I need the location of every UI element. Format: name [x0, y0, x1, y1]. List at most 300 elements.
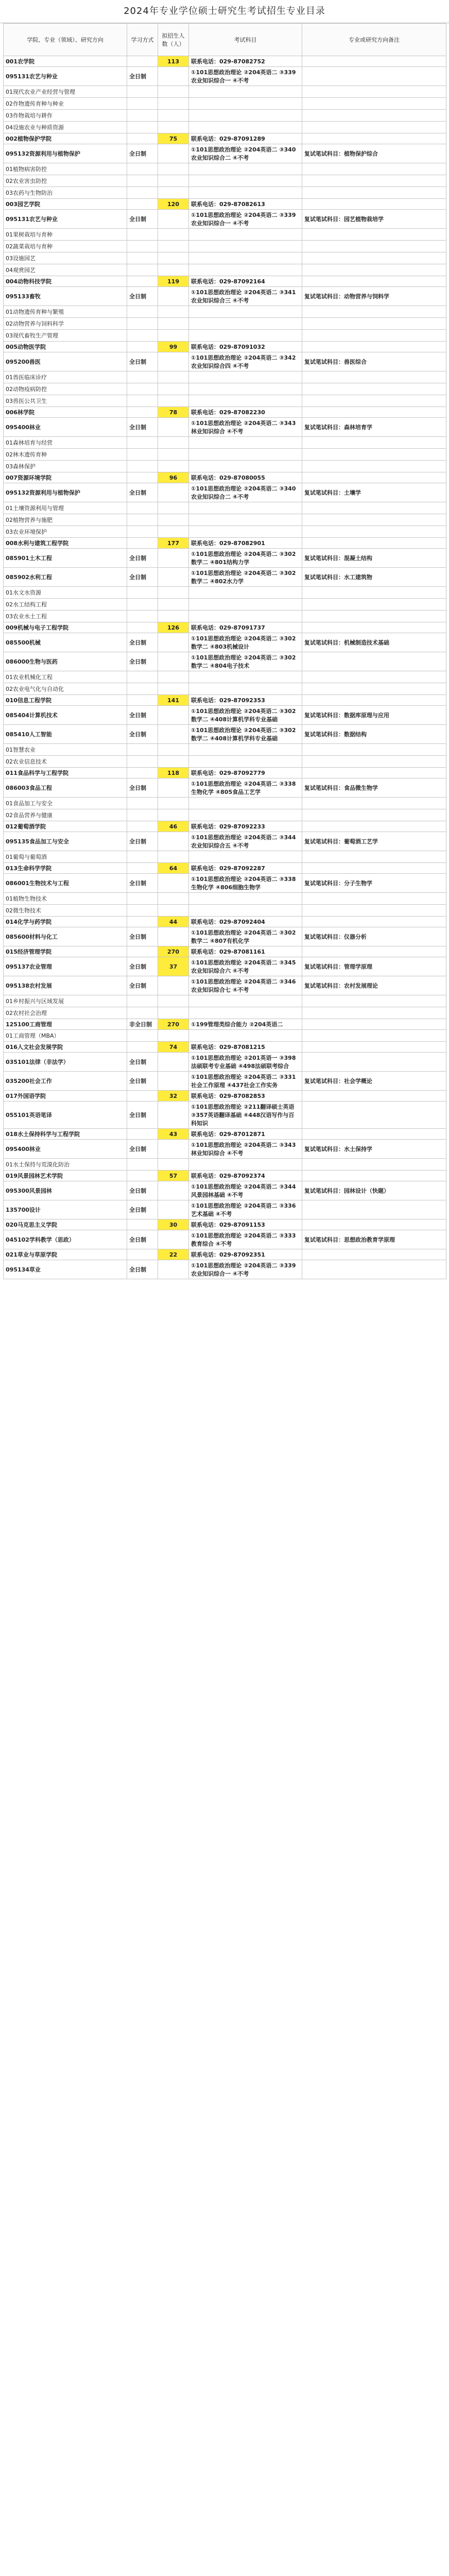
table-cell: 联系电话：029-87092351	[189, 1249, 302, 1260]
direction-row	[4, 526, 446, 538]
table-cell	[158, 352, 189, 371]
table-cell	[127, 175, 158, 187]
table-cell	[127, 1042, 158, 1053]
table-cell: 01食品加工与安全	[4, 798, 127, 809]
table-cell: 全日制	[127, 483, 158, 502]
table-cell: 64	[158, 863, 189, 874]
table-cell: 联系电话：029-87082230	[189, 407, 302, 418]
table-cell: 全日制	[127, 652, 158, 671]
table-cell: 01果树栽培与育种	[4, 229, 127, 241]
table-cell: 32	[158, 1091, 189, 1101]
table-cell	[158, 287, 189, 306]
table-cell	[127, 264, 158, 276]
table-cell: 095133畜牧	[4, 287, 127, 306]
college-row	[4, 538, 446, 549]
table-cell	[127, 744, 158, 756]
table-cell: 006林学院	[4, 407, 127, 418]
table-cell: 全日制	[127, 874, 158, 893]
table-cell: 全日制	[127, 1181, 158, 1200]
college-row	[4, 199, 446, 210]
table-cell: 01现代农业产业经营与管理	[4, 86, 127, 98]
direction-row	[4, 514, 446, 526]
table-cell	[302, 264, 446, 276]
table-cell	[302, 342, 446, 352]
table-cell	[127, 449, 158, 461]
table-cell: 联系电话：029-87082901	[189, 538, 302, 549]
direction-row	[4, 187, 446, 199]
table-cell: 全日制	[127, 144, 158, 163]
table-cell	[189, 187, 302, 199]
table-cell	[127, 809, 158, 821]
table-cell	[302, 449, 446, 461]
table-cell	[189, 526, 302, 538]
page-title: 2024年专业学位硕士研究生考试招生专业目录	[0, 0, 449, 23]
table-cell: 复试笔试科目：植物保护综合	[302, 144, 446, 163]
table-cell	[189, 395, 302, 407]
table-cell	[189, 383, 302, 395]
direction-row	[4, 318, 446, 330]
table-cell: 联系电话：029-87092779	[189, 768, 302, 778]
table-cell	[302, 276, 446, 287]
table-cell: 02蔬菜栽培与育种	[4, 241, 127, 252]
table-cell: 02动物疫病防控	[4, 383, 127, 395]
direction-row	[4, 229, 446, 241]
table-cell: 43	[158, 1129, 189, 1140]
table-cell	[158, 905, 189, 917]
table-cell: 01动物遗传育种与繁殖	[4, 306, 127, 318]
table-cell: ①101思想政治理论 ②204英语二 ③345农业知识综合六 ④不考	[189, 957, 302, 976]
table-cell: 全日制	[127, 725, 158, 744]
table-cell: 联系电话：029-87092233	[189, 821, 302, 832]
table-cell: 联系电话：029-87091289	[189, 133, 302, 144]
table-cell: 复试笔试科目：数据结构	[302, 725, 446, 744]
table-cell	[158, 1200, 189, 1219]
table-cell	[302, 395, 446, 407]
direction-row	[4, 175, 446, 187]
major-row	[4, 67, 446, 86]
major-row	[4, 706, 446, 725]
table-cell	[302, 768, 446, 778]
table-cell: ①101思想政治理论 ②204英语二 ③339农业知识综合一 ④不考	[189, 1260, 302, 1279]
table-cell	[127, 133, 158, 144]
table-cell	[302, 514, 446, 526]
table-cell: ①101思想政治理论 ②204英语二 ③302数学二 ④802水力学	[189, 568, 302, 587]
column-header: 拟招生人数（人）	[158, 24, 189, 56]
table-cell	[127, 798, 158, 809]
table-cell	[302, 241, 446, 252]
table-cell: 复试笔试科目：思想政治教育学原理	[302, 1230, 446, 1249]
table-cell	[302, 122, 446, 133]
table-cell	[302, 905, 446, 917]
table-cell	[127, 1091, 158, 1101]
table-cell	[158, 744, 189, 756]
table-cell: 全日制	[127, 568, 158, 587]
table-cell: 37	[158, 957, 189, 976]
table-cell: 全日制	[127, 633, 158, 652]
table-cell: 270	[158, 1019, 189, 1030]
table-cell	[189, 587, 302, 599]
table-cell: 085902水利工程	[4, 568, 127, 587]
college-row	[4, 1042, 446, 1053]
table-cell	[158, 832, 189, 851]
table-cell: 095137农业管理	[4, 957, 127, 976]
table-cell: 02食品营养与健康	[4, 809, 127, 821]
table-cell	[302, 1101, 446, 1129]
table-cell: 复试笔试科目：管理学原理	[302, 957, 446, 976]
table-cell: 02林木遗传育种	[4, 449, 127, 461]
table-cell: 03兽医公共卫生	[4, 395, 127, 407]
table-cell: 复试笔试科目：兽医综合	[302, 352, 446, 371]
major-row	[4, 1230, 446, 1249]
table-cell	[158, 568, 189, 587]
table-cell: 019风景园林艺术学院	[4, 1171, 127, 1181]
table-cell: ①101思想政治理论 ②204英语二 ③344农业知识综合五 ④不考	[189, 832, 302, 851]
table-cell: 018水土保持科学与工程学院	[4, 1129, 127, 1140]
table-cell	[189, 318, 302, 330]
table-cell	[127, 1171, 158, 1181]
table-cell	[302, 98, 446, 110]
table-cell: 01水文水资源	[4, 587, 127, 599]
table-cell: 联系电话：029-87091153	[189, 1219, 302, 1230]
table-cell: 复试笔试科目：社会学概论	[302, 1072, 446, 1091]
table-cell: 复试笔试科目：数据库原理与应用	[302, 706, 446, 725]
table-cell: 75	[158, 133, 189, 144]
table-cell: 44	[158, 917, 189, 927]
table-cell	[158, 98, 189, 110]
major-row	[4, 352, 446, 371]
table-cell	[302, 744, 446, 756]
table-cell	[127, 1129, 158, 1140]
table-cell: 270	[158, 946, 189, 957]
table-cell	[302, 671, 446, 683]
table-cell: 014化学与药学院	[4, 917, 127, 927]
table-cell	[127, 241, 158, 252]
table-cell	[302, 756, 446, 768]
table-cell	[158, 633, 189, 652]
major-row	[4, 287, 446, 306]
table-header-row	[4, 24, 446, 56]
table-cell: 02作物遗传育种与种业	[4, 98, 127, 110]
major-row	[4, 549, 446, 568]
college-row	[4, 342, 446, 352]
major-row	[4, 1140, 446, 1159]
table-cell: 全日制	[127, 706, 158, 725]
table-cell	[189, 241, 302, 252]
table-cell: 085500机械	[4, 633, 127, 652]
direction-row	[4, 599, 446, 611]
table-cell	[158, 671, 189, 683]
table-cell	[302, 163, 446, 175]
table-cell: ①101思想政治理论 ②204英语二 ③340农业知识综合二 ④不考	[189, 483, 302, 502]
table-cell: 03现代畜牧生产管理	[4, 330, 127, 342]
table-cell	[302, 252, 446, 264]
table-cell: ①101思想政治理论 ②204英语二 ③344风景园林基础 ④不考	[189, 1181, 302, 1200]
table-cell	[127, 56, 158, 67]
table-cell	[158, 229, 189, 241]
table-cell	[189, 1007, 302, 1019]
table-cell: 016人文社会发展学院	[4, 1042, 127, 1053]
table-cell: ①101思想政治理论 ②211翻译硕士英语 ③357英语翻译基础 ④448汉语写作与百科知识	[189, 1101, 302, 1129]
table-cell: ①101思想政治理论 ②204英语二 ③333教育综合 ④不考	[189, 1230, 302, 1249]
table-cell: 085404计算机技术	[4, 706, 127, 725]
table-cell	[302, 330, 446, 342]
table-cell: 017外国语学院	[4, 1091, 127, 1101]
table-cell: 复试笔试科目：园艺植物栽培学	[302, 210, 446, 229]
table-cell	[302, 187, 446, 199]
table-cell: 095132资源利用与植物保护	[4, 483, 127, 502]
table-cell: 03农药与生物防治	[4, 187, 127, 199]
table-cell	[189, 371, 302, 383]
table-cell	[302, 67, 446, 86]
table-cell	[127, 122, 158, 133]
table-cell: 008水利与建筑工程学院	[4, 538, 127, 549]
table-cell	[127, 342, 158, 352]
table-cell: ①101思想政治理论 ②204英语二 ③342农业知识综合四 ④不考	[189, 352, 302, 371]
major-row	[4, 483, 446, 502]
table-cell: ①101思想政治理论 ②204英语二 ③338生物化学 ④805食品工艺学	[189, 778, 302, 798]
table-cell	[127, 622, 158, 633]
table-cell	[302, 538, 446, 549]
table-cell	[302, 1260, 446, 1279]
table-cell	[302, 133, 446, 144]
table-cell	[302, 383, 446, 395]
table-cell: 01葡萄与葡萄酒	[4, 851, 127, 863]
table-cell: 联系电话：029-87092164	[189, 276, 302, 287]
table-cell: 01森林培育与经营	[4, 437, 127, 449]
college-row	[4, 1091, 446, 1101]
direction-row	[4, 744, 446, 756]
table-cell: 03农业水土工程	[4, 611, 127, 622]
table-cell	[189, 893, 302, 905]
direction-row	[4, 371, 446, 383]
table-cell	[302, 526, 446, 538]
table-cell	[158, 1053, 189, 1072]
table-cell: 095131农艺与种业	[4, 67, 127, 86]
direction-row	[4, 122, 446, 133]
table-cell	[158, 330, 189, 342]
college-row	[4, 863, 446, 874]
table-cell: 57	[158, 1171, 189, 1181]
table-cell: 01工商管理（MBA）	[4, 1030, 127, 1042]
table-cell	[158, 549, 189, 568]
table-cell: ①101思想政治理论 ②204英语二 ③338生物化学 ④806细胞生物学	[189, 874, 302, 893]
direction-row	[4, 809, 446, 821]
table-cell: 02农业信息技术	[4, 756, 127, 768]
table-cell	[302, 1200, 446, 1219]
table-cell	[302, 622, 446, 633]
table-cell	[189, 306, 302, 318]
table-cell	[302, 371, 446, 383]
table-cell: 联系电话：029-87012871	[189, 1129, 302, 1140]
table-cell: 96	[158, 472, 189, 483]
direction-row	[4, 893, 446, 905]
table-cell	[302, 863, 446, 874]
table-cell: 复试笔试科目：森林培育学	[302, 418, 446, 437]
table-cell: 全日制	[127, 1200, 158, 1219]
major-row	[4, 874, 446, 893]
direction-row	[4, 502, 446, 514]
table-cell: 99	[158, 342, 189, 352]
table-cell: 119	[158, 276, 189, 287]
table-cell: 全日制	[127, 1072, 158, 1091]
table-cell	[127, 383, 158, 395]
table-cell: 01水土保持与荒漠化防治	[4, 1159, 127, 1171]
table-cell	[189, 86, 302, 98]
table-cell: ①101思想政治理论 ②204英语二 ③302数学二 ④804电子技术	[189, 652, 302, 671]
table-cell	[158, 756, 189, 768]
table-cell: 联系电话：029-87082613	[189, 199, 302, 210]
table-cell: 03设施园艺	[4, 252, 127, 264]
table-cell	[158, 483, 189, 502]
table-cell	[302, 318, 446, 330]
table-cell: 01农业机械化工程	[4, 671, 127, 683]
table-cell	[189, 1030, 302, 1042]
table-cell	[302, 1171, 446, 1181]
table-cell: 005动物医学院	[4, 342, 127, 352]
table-cell	[302, 306, 446, 318]
table-cell	[302, 995, 446, 1007]
table-cell	[189, 461, 302, 472]
table-cell: ①101思想政治理论 ②204英语二 ③302数学二 ④803机械设计	[189, 633, 302, 652]
major-row	[4, 1053, 446, 1072]
direction-row	[4, 241, 446, 252]
table-cell	[127, 1159, 158, 1171]
table-cell: 177	[158, 538, 189, 549]
table-cell	[127, 905, 158, 917]
table-cell	[158, 851, 189, 863]
table-cell	[158, 599, 189, 611]
direction-row	[4, 98, 446, 110]
table-cell	[158, 241, 189, 252]
college-row	[4, 472, 446, 483]
table-cell: 联系电话：029-87080055	[189, 472, 302, 483]
table-cell	[158, 306, 189, 318]
table-cell	[158, 798, 189, 809]
table-cell	[127, 371, 158, 383]
table-cell	[302, 1030, 446, 1042]
table-cell: ①101思想政治理论 ②204英语二 ③302数学二 ④408计算机学科专业基础	[189, 706, 302, 725]
table-cell	[127, 163, 158, 175]
table-cell: ①101思想政治理论 ②204英语二 ③302数学二 ④801结构力学	[189, 549, 302, 568]
table-cell	[158, 1140, 189, 1159]
table-cell: ①101思想政治理论 ②204英语二 ③341农业知识综合三 ④不考	[189, 287, 302, 306]
table-cell	[127, 821, 158, 832]
column-header: 学习方式	[127, 24, 158, 56]
table-cell: 02水工结构工程	[4, 599, 127, 611]
table-cell	[158, 995, 189, 1007]
table-cell: 095134草业	[4, 1260, 127, 1279]
table-cell: 095132资源利用与植物保护	[4, 144, 127, 163]
table-cell: 全日制	[127, 1230, 158, 1249]
table-cell	[302, 683, 446, 695]
table-cell	[127, 86, 158, 98]
table-cell: 30	[158, 1219, 189, 1230]
table-cell	[127, 437, 158, 449]
table-cell: 012葡萄酒学院	[4, 821, 127, 832]
table-cell	[302, 407, 446, 418]
table-cell	[189, 611, 302, 622]
table-cell: ①101思想政治理论 ②204英语二 ③331社会工作原理 ④437社会工作实务	[189, 1072, 302, 1091]
table-cell	[189, 163, 302, 175]
table-cell: 复试笔试科目：农村发展理论	[302, 976, 446, 995]
table-cell	[158, 1159, 189, 1171]
table-cell	[302, 946, 446, 957]
table-cell	[302, 56, 446, 67]
table-cell	[158, 514, 189, 526]
direction-row	[4, 252, 446, 264]
table-cell	[158, 652, 189, 671]
table-cell: 055101英语笔译	[4, 1101, 127, 1129]
table-cell	[127, 538, 158, 549]
table-cell	[158, 264, 189, 276]
table-cell	[302, 893, 446, 905]
table-cell	[127, 946, 158, 957]
table-cell: 全日制	[127, 67, 158, 86]
table-cell: 复试笔试科目：园林设计（快题）	[302, 1181, 446, 1200]
table-cell	[302, 1091, 446, 1101]
college-row	[4, 768, 446, 778]
table-cell: 095200兽医	[4, 352, 127, 371]
table-cell: 74	[158, 1042, 189, 1053]
table-cell	[189, 851, 302, 863]
direction-row	[4, 851, 446, 863]
table-cell: 020马克思主义学院	[4, 1219, 127, 1230]
table-cell	[158, 122, 189, 133]
direction-row	[4, 587, 446, 599]
table-cell	[302, 1219, 446, 1230]
table-cell	[127, 756, 158, 768]
table-cell	[158, 318, 189, 330]
column-header: 专业或研究方向备注	[302, 24, 446, 56]
table-cell: ①101思想政治理论 ②201英语一 ③398法硕联考专业基础 ④498法硕联考综合	[189, 1053, 302, 1072]
table-cell: 全日制	[127, 287, 158, 306]
table-cell	[302, 851, 446, 863]
direction-row	[4, 611, 446, 622]
table-cell	[158, 110, 189, 122]
table-cell	[302, 611, 446, 622]
table-cell: 095400林业	[4, 418, 127, 437]
table-cell	[302, 472, 446, 483]
table-cell: 085901土木工程	[4, 549, 127, 568]
table-cell	[189, 437, 302, 449]
table-cell: 045102学科教学（思政）	[4, 1230, 127, 1249]
table-cell	[158, 1230, 189, 1249]
table-cell: 126	[158, 622, 189, 633]
table-cell: ①101思想政治理论 ②204英语二 ③346农业知识综合七 ④不考	[189, 976, 302, 995]
table-cell	[302, 1129, 446, 1140]
table-cell: 095400林业	[4, 1140, 127, 1159]
table-cell: 095131农艺与种业	[4, 210, 127, 229]
table-cell: 04设施农业与种质资源	[4, 122, 127, 133]
table-cell	[189, 683, 302, 695]
table-cell	[127, 187, 158, 199]
table-cell: 复试笔试科目：混凝土结构	[302, 549, 446, 568]
table-cell: 联系电话：029-87092287	[189, 863, 302, 874]
table-cell	[302, 86, 446, 98]
table-cell	[127, 407, 158, 418]
major-row	[4, 568, 446, 587]
table-cell: 复试笔试科目：分子生物学	[302, 874, 446, 893]
table-cell	[189, 229, 302, 241]
table-cell	[189, 449, 302, 461]
table-cell	[158, 809, 189, 821]
table-cell: 01兽医临床诊疗	[4, 371, 127, 383]
table-cell: 联系电话：029-87092353	[189, 695, 302, 706]
major-row	[4, 1181, 446, 1200]
direction-row	[4, 683, 446, 695]
table-cell: 004动物科技学院	[4, 276, 127, 287]
table-cell: 135700设计	[4, 1200, 127, 1219]
